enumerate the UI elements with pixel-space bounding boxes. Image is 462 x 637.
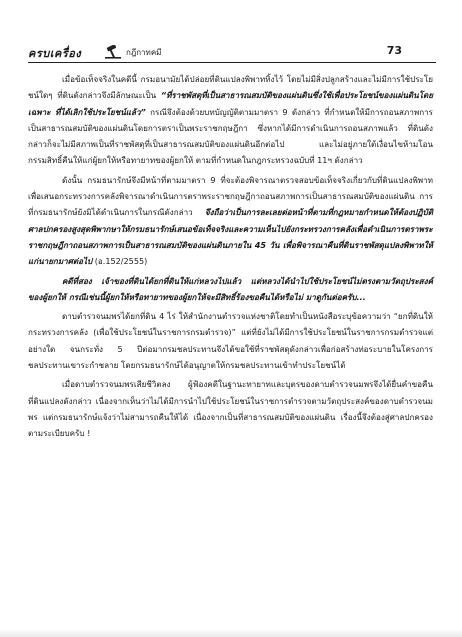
book-brand-title: ครบเครื่อง [28,47,82,60]
text-run: ดาบตำรวจนมพรได้ยกที่ดิน 4 ไร่ ให้สำนักงานตำรวจแห่งชาติโดยทำเป็นหนังสือระบุข้อความว่า “ยกที่ดินให้กระทรวงการคลัง (เพื่อใช้ประโยชน์ในราชการกรมตำรวจ)” แต่ที่ยังไม่ได้มีการใช้ประโยชน์ในราชการกรมตำรวจแต่อย่างใด จนกระทั่ง 5 ปีต่อมากรมชลประทานจึงได้ขอใช้ที่ราชพัสดุดังกล่าวเพื่อก่อสร้างท่อระบายในโครงการชลประทานเขาระกำชลาย โดยกรมธนารักษ์ได้อนุญาตให้กรมชลประทานเข้าทำประโยชน์ได้ [28,311,433,371]
paragraph [28,308,433,373]
paragraph [28,172,433,270]
text-run: เมื่อดาบตำรวจนมพรเสียชีวิตลง ผู้ฟ้องคดีในฐานะทายาทและบุตรของดาบตำรวจนมพรจึงได้ยื่นคำขอคืนที่ดินแปลงดังกล่าว เนื่องจากเห็นว่าไม่ได้มีการนำไปใช้ประโยชน์ในราชการตำรวจตามวัตถุประสงค์ของดาบตำรวจนมพร แต่กรมธนารักษ์แจ้งว่าไม่สามารถคืนให้ได้ เนื่องจากเป็นที่สาธารณสมบัติของแผ่นดิน เรื่องนี้จึงต้องสู่ศาลปกครองตามระเบียบครับ ! [28,379,433,439]
page-edge-shadow [0,629,462,637]
text-run: ดังนั้น กรมธนารักษ์จึงมีหน้าที่ตามมาตรา 9 ที่จะต้องพิจารณาตรวจสอบข้อเท็จจริงเกี่ยวกับที่ดินแปลงพิพาท เพื่อเสนอกระทรวงการคลังพิจารณาดำเนินการตราพระราชกฤษฎีกาถอนสภาพการเป็นสาธารณสมบัติของแผ่นดิน การที่กรมธนารักษ์ยังมิได้ดำเนินการในกรณีดังกล่าว [28,174,433,218]
text-run: เมื่อข้อเท็จจริงในคดีนี้ กรมอนามัยได้ปล่อยที่ดินแปลงพิพาททิ้งไว้ โดยไม่มีสิ่งปลูกสร้างและไม่มีการใช้ประโยชน์ใดๆ ที่ดินดังกล่าวจึงมีลักษณะเป็น [28,74,433,101]
header-divider [28,62,436,63]
page-number: 73 [386,44,402,57]
text-run: กรณีจึงต้องด้วยบทบัญญัติตามมาตรา 9 ดังกล่าว ที่กำหนดให้มีการถอนสภาพการเป็นสาธารณสมบัติของแผ่นดินโดยการตราเป็นพระราชกฤษฎีกา ซึ่งหากได้มีการดำเนินการถอนสภาพแล้ว ที่ดินดังกล่าวก็จะไม่มีสภาพเป็นที่ราชพัสดุที่เป็นสาธารณสมบัติของแผ่นดินอีกต่อไป และไม่อยู่ภายใต้เงื่อนไขห้ามโอนกรรมสิทธิ์คืนให้แก่ผู้ยกให้หรือทายาทของผู้ยกให้ ตามที่กำหนดในกฎกระทรวงฉบับที่ 11ฯ ดังกล่าว [28,106,433,166]
emphasis-run: จึงถือว่าเป็นการละเลยต่อหน้าที่ตามที่กฎหมายกำหนดให้ต้องปฏิบัติ ศาลปกครองสูงสุดพิพากษาให้กรมธนารักษ์เสนอข้อเท็จจริงและความเห็นไปยังกระทรวงการคลังเพื่อดำเนินการตราพระราชกฤษฎีกาถอนสภาพการเป็นสาธารณสมบัติของแผ่นดินภายใน 45 วัน เพื่อพิจารณาคืนที่ดินราชพัสดุแปลงพิพาทให้แก่นายกมาศต่อไป [28,207,433,267]
citation: (อ.152/2555) [92,256,148,267]
section-title: กฎีกาทคมี [126,48,162,57]
page-header [0,44,462,64]
emphasis-run: คดีที่สอง เจ้าของที่ดินได้ยกที่ดินให้แก่หลวงไปแล้ว แต่หลวงได้นำไปใช้ประโยชน์ไม่ตรงตามวัตถุประสงค์ของผู้ยกให้ กรณีเช่นนี้ผู้ยกให้หรือทายาทของผู้ยกให้จะมีสิทธิ์ร้องขอคืนได้หรือไม่ มาดูกันต่อครับ... [28,275,433,302]
paragraph [28,273,433,306]
paragraph [28,376,433,441]
emphasis-run: “ที่ราชพัสดุที่เป็นสาธารณสมบัติของแผ่นดินซึ่งใช้เพื่อประโยชน์ของแผ่นดินโดยเฉพาะ ที่ได้เลิกใช้ประโยชน์แล้ว” [28,90,433,117]
page-body [28,71,433,445]
gavel-icon [104,45,122,59]
paragraph [28,71,433,169]
